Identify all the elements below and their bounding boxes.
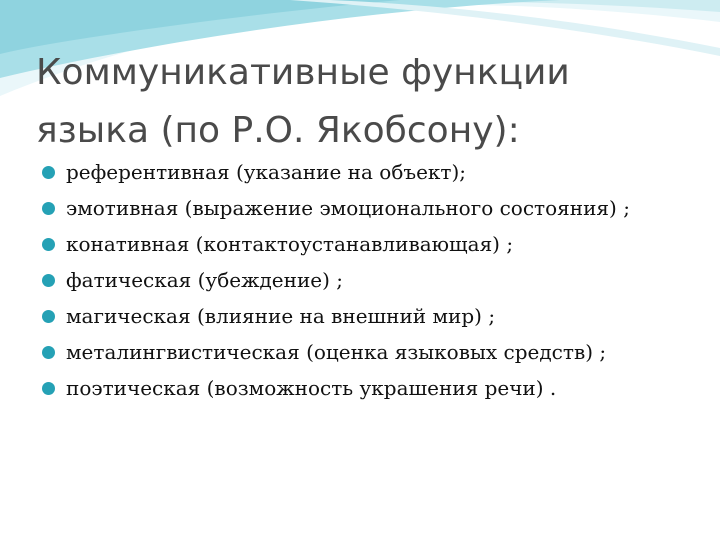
list-item-text: конативная (контактоустанавливающая) ; (66, 232, 514, 256)
list-item (42, 229, 702, 259)
bullet-dot-icon (42, 202, 55, 215)
list-item (42, 265, 702, 295)
list-item-text: референтивная (указание на объект); (66, 160, 467, 184)
list-item-text: фатическая (убеждение) ; (66, 268, 344, 292)
list-item-text: металингвистическая (оценка языковых средств) ; (66, 340, 607, 364)
list-item (42, 193, 702, 223)
bullet-dot-icon (42, 346, 55, 359)
functions-list (42, 157, 702, 409)
list-item-text: эмотивная (выражение эмоционального состояния) ; (66, 196, 630, 220)
bullet-dot-icon (42, 166, 55, 179)
slide-title (36, 44, 696, 160)
list-item (42, 301, 702, 331)
bullet-dot-icon (42, 274, 55, 287)
list-item-text: магическая (влияние на внешний мир) ; (66, 304, 496, 328)
bullet-dot-icon (42, 382, 55, 395)
bullet-dot-icon (42, 238, 55, 251)
slide-title-line-2: языка (по Р.О. Якобсону): (36, 110, 520, 151)
list-item (42, 373, 702, 403)
list-item (42, 157, 702, 187)
list-item (42, 337, 702, 367)
bullet-dot-icon (42, 310, 55, 323)
list-item-text: поэтическая (возможность украшения речи) . (66, 376, 557, 400)
slide-title-line-1: Коммуникативные функции (36, 52, 570, 93)
